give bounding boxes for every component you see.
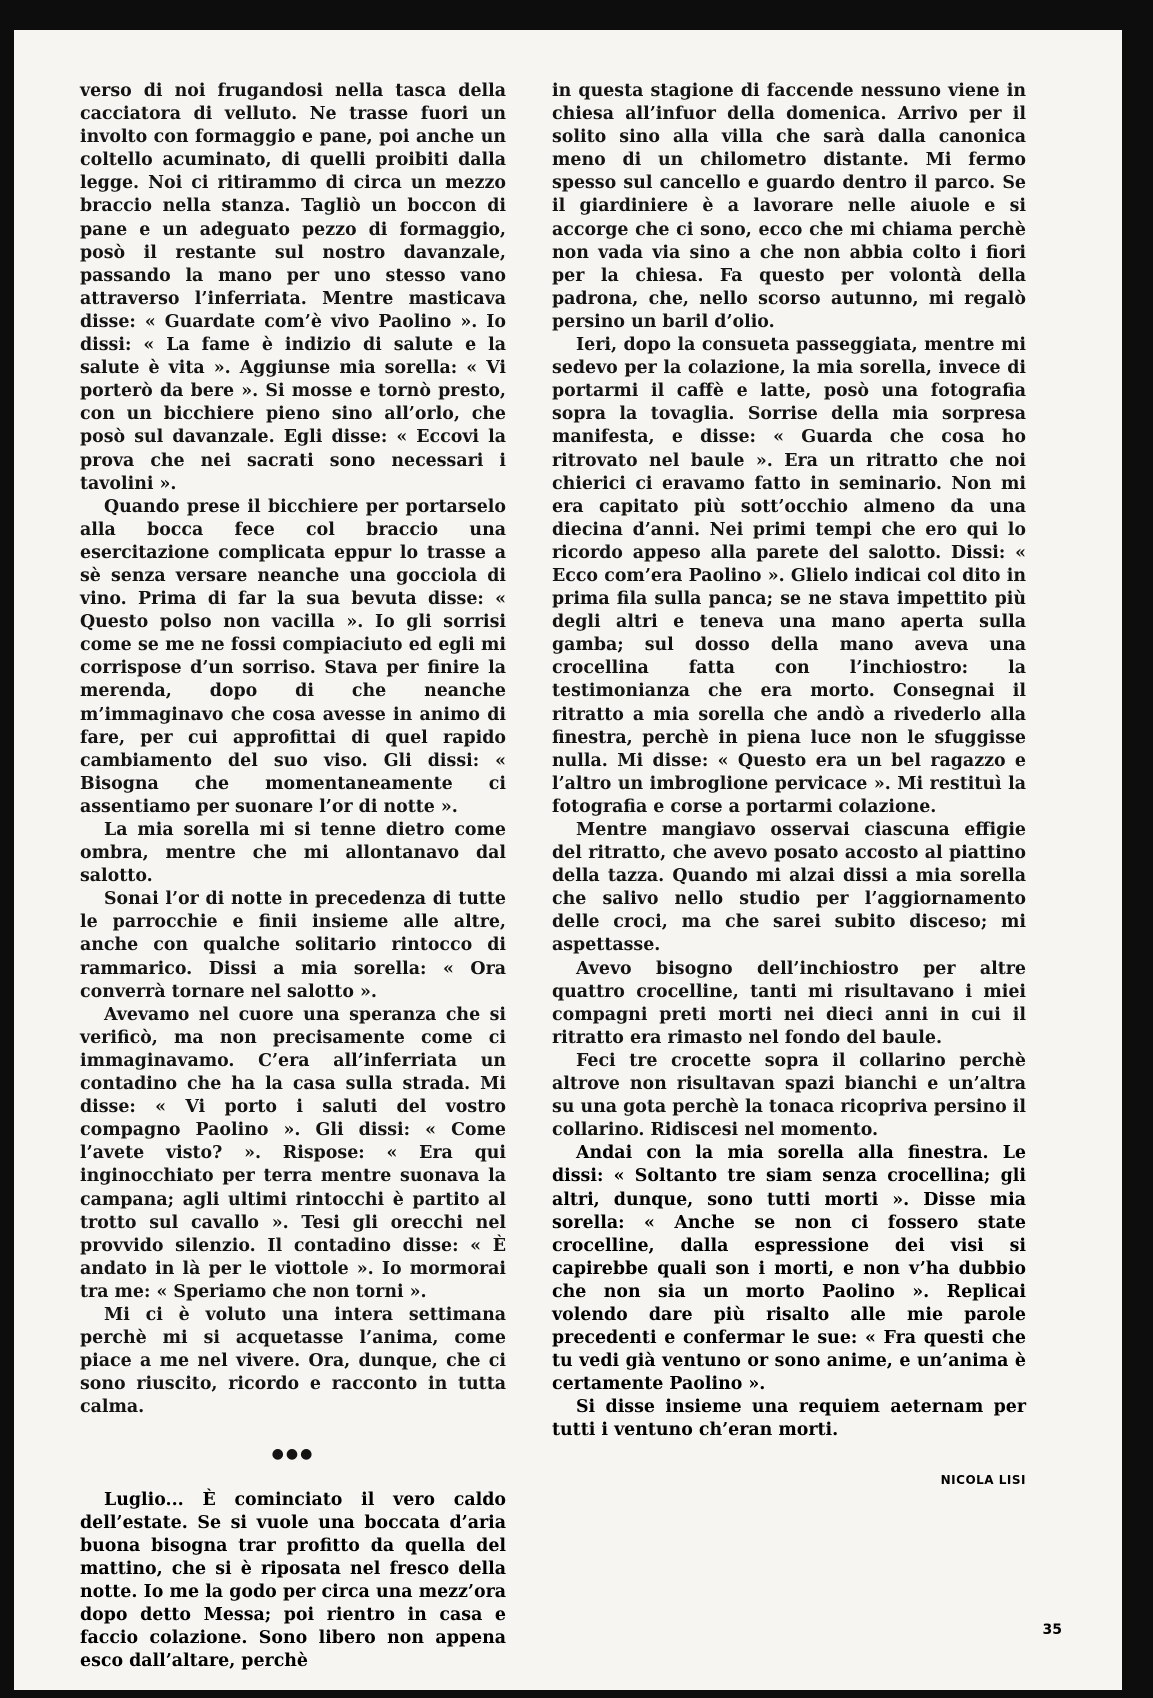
paragraph: Andai con la mia sorella alla finestra. Le dissi: « Soltanto tre siam senza crocellina; gli altri, dunque, sono tutti morti ». Disse mia sorella: « Anche se non ci fossero state crocelline, dalla espressione dei visi si capirebbe quali son i morti, e non v’ha dubbio che non sia un morto Paolino ». Replicai volendo dare più risalto alle mie parole precedenti e confermar le sue: « Fra questi che tu vedi già ventuno or sono anime, e un’anima è certamente Paolino ».	[552, 1143, 1026, 1395]
paragraph: verso di noi frugandosi nella tasca della cacciatora di velluto. Ne trasse fuori un involto con formaggio e pane, poi anche un coltello acuminato, di quelli proibiti dalla legge. Noi ci ritirammo di circa un mezzo braccio nella stanza. Tagliò un boccon di pane e un adeguato pezzo di formaggio, posò il restante sul nostro davanzale, passando la mano per uno stesso vano attraverso l’inferriata. Mentre masticava disse: « Guardate com’è vivo Paolino ». Io dissi: « La fame è indizio di salute e la salute è vita ». Aggiunse mia sorella: « Vi porterò da bere ». Si mosse e tornò presto, con un bicchiere pieno sino all’orlo, che posò sul davanzale. Egli disse: « Eccovi la prova che nei sacrati sono necessari i tavolini ».	[80, 81, 506, 494]
paragraph: Sonai l’or di notte in precedenza di tutte le parrocchie e finii insieme alle altre, anche con qualche solitario rintocco di rammarico. Dissi a mia sorella: « Ora converrà tornare nel salotto ».	[80, 889, 506, 1002]
paragraph: Si disse insieme una requiem aeternam per tutti i ventuno ch’eran morti.	[552, 1397, 1026, 1441]
paragraph: Mentre mangiavo osservai ciascuna effigie del ritratto, che avevo posato accosto al piattino della tazza. Quando mi alzai dissi a mia sorella che salivo nello studio per l’aggiornamento delle croci, ma che sarei subito disceso; mi aspettasse.	[552, 820, 1026, 956]
paragraph: Ieri, dopo la consueta passeggiata, mentre mi sedevo per la colazione, la mia sorella, invece di portarmi il caffè e latte, posò una fotografia sopra la tovaglia. Sorrise della mia sorpresa manifesta, e disse: « Guarda che cosa ho ritrovato nel baule ». Era un ritratto che noi chierici ci eravamo fatto in seminario. Non mi era capitato più sott’occhio almeno da una diecina d’anni. Nei primi tempi che ero qui lo ricordo appeso alla parete del salotto. Dissi: « Ecco com’era Paolino ». Glielo indicai col dito in prima fila sulla panca; se ne stava impettito più degli altri e teneva una mano aperta sulla gamba; sul dosso della mano aveva una crocellina fatta con l’inchiostro: la testimonianza che era morto. Consegnai il ritratto a mia sorella che andò a rivederlo alla finestra, perchè in piena luce non le sfuggisse nulla. Mi disse: « Questo era un bel ragazzo e l’altro un imbroglione pervicace ». Mi restituì la fotografia e corse a portarmi colazione.	[552, 335, 1026, 817]
paragraph: Feci tre crocette sopra il collarino perchè altrove non risultavan spazi bianchi e un’altra su una gota perchè la tonaca ricopriva persino il collarino. Ridiscesi nel momento.	[552, 1050, 1026, 1141]
section-separator: ●●●	[271, 1446, 315, 1463]
page-number: 35	[1042, 1622, 1062, 1638]
paragraph: Mi ci è voluto una intera settimana perchè mi si acquetasse l’anima, come piace a me nel vivere. Ora, dunque, che ci sono riuscito, ricordo e racconto in tutta calma.	[80, 1304, 506, 1418]
paragraph: Quando prese il bicchiere per portarselo alla bocca fece col braccio una esercitazione complicata eppur lo trasse a sè senza versare neanche una gocciola di vino. Prima di far la sua bevuta disse: « Questo polso non vacilla ». Io gli sorrisi come se me ne fossi compiaciuto ed egli mi corrispose d’un sorriso. Stava per finire la merenda, dopo di che neanche m’immaginavo che cosa avesse in animo di fare, per cui approfittai di quel rapido cambiamento del suo viso. Gli dissi: « Bisogna che momentaneamente ci assentiamo per suonare l’or di notte ».	[80, 496, 506, 817]
paragraph: La mia sorella mi si tenne dietro come ombra, mentre che mi allontanavo dal salotto.	[80, 820, 506, 887]
left-column	[80, 80, 506, 1673]
magazine-page	[14, 30, 1122, 1690]
paragraph: in questa stagione di faccende nessuno viene in chiesa all’infuor della domenica. Arrivo per il solito sino alla villa che sarà dalla canonica meno di un chilometro distante. Mi fermo spesso sul cancello e guardo dentro il parco. Se il giardiniere è a lavorare nelle aiuole e si accorge che ci sono, ecco che mi chiama perchè non vada via sino a che non abbia colto i fiori per la chiesa. Fa questo per volontà della padrona, che, nello scorso autunno, mi regalò persino un baril d’olio.	[552, 81, 1026, 332]
scan-edge	[1131, 0, 1153, 1698]
right-column	[552, 80, 1026, 1492]
paragraph: Avevo bisogno dell’inchiostro per altre quattro crocelline, tanti mi risultavano i miei compagni preti morti nei dieci anni in cui il ritratto era rimasto nel fondo del baule.	[552, 958, 1026, 1048]
paragraph: Luglio... È cominciato il vero caldo dell’estate. Se si vuole una boccata d’aria buona bisogna trar profitto da quella del mattino, che si è riposata nel fresco della notte. Io me la godo per circa una mezz’ora dopo detto Messa; poi rientro in casa e faccio colazione. Sono libero non appena esco dall’altare, perchè	[80, 1489, 506, 1672]
author-signature: NICOLA LISI	[940, 1472, 1026, 1487]
paragraph: Avevamo nel cuore una speranza che si verificò, ma non precisamente come ci immaginavamo. C’era all’inferriata un contadino che ha la casa sulla strada. Mi disse: « Vi porto i saluti del vostro compagno Paolino ». Gli dissi: « Come l’avete visto? ». Rispose: « Era qui inginocchiato per terra mentre suonava la campana; agli ultimi rintocchi è partito al trotto sul cavallo ». Tesi gli orecchi nel provvido silenzio. Il contadino disse: « È andato in là per le viottole ». Io mormorai tra me: « Speriamo che non torni ».	[80, 1004, 506, 1302]
